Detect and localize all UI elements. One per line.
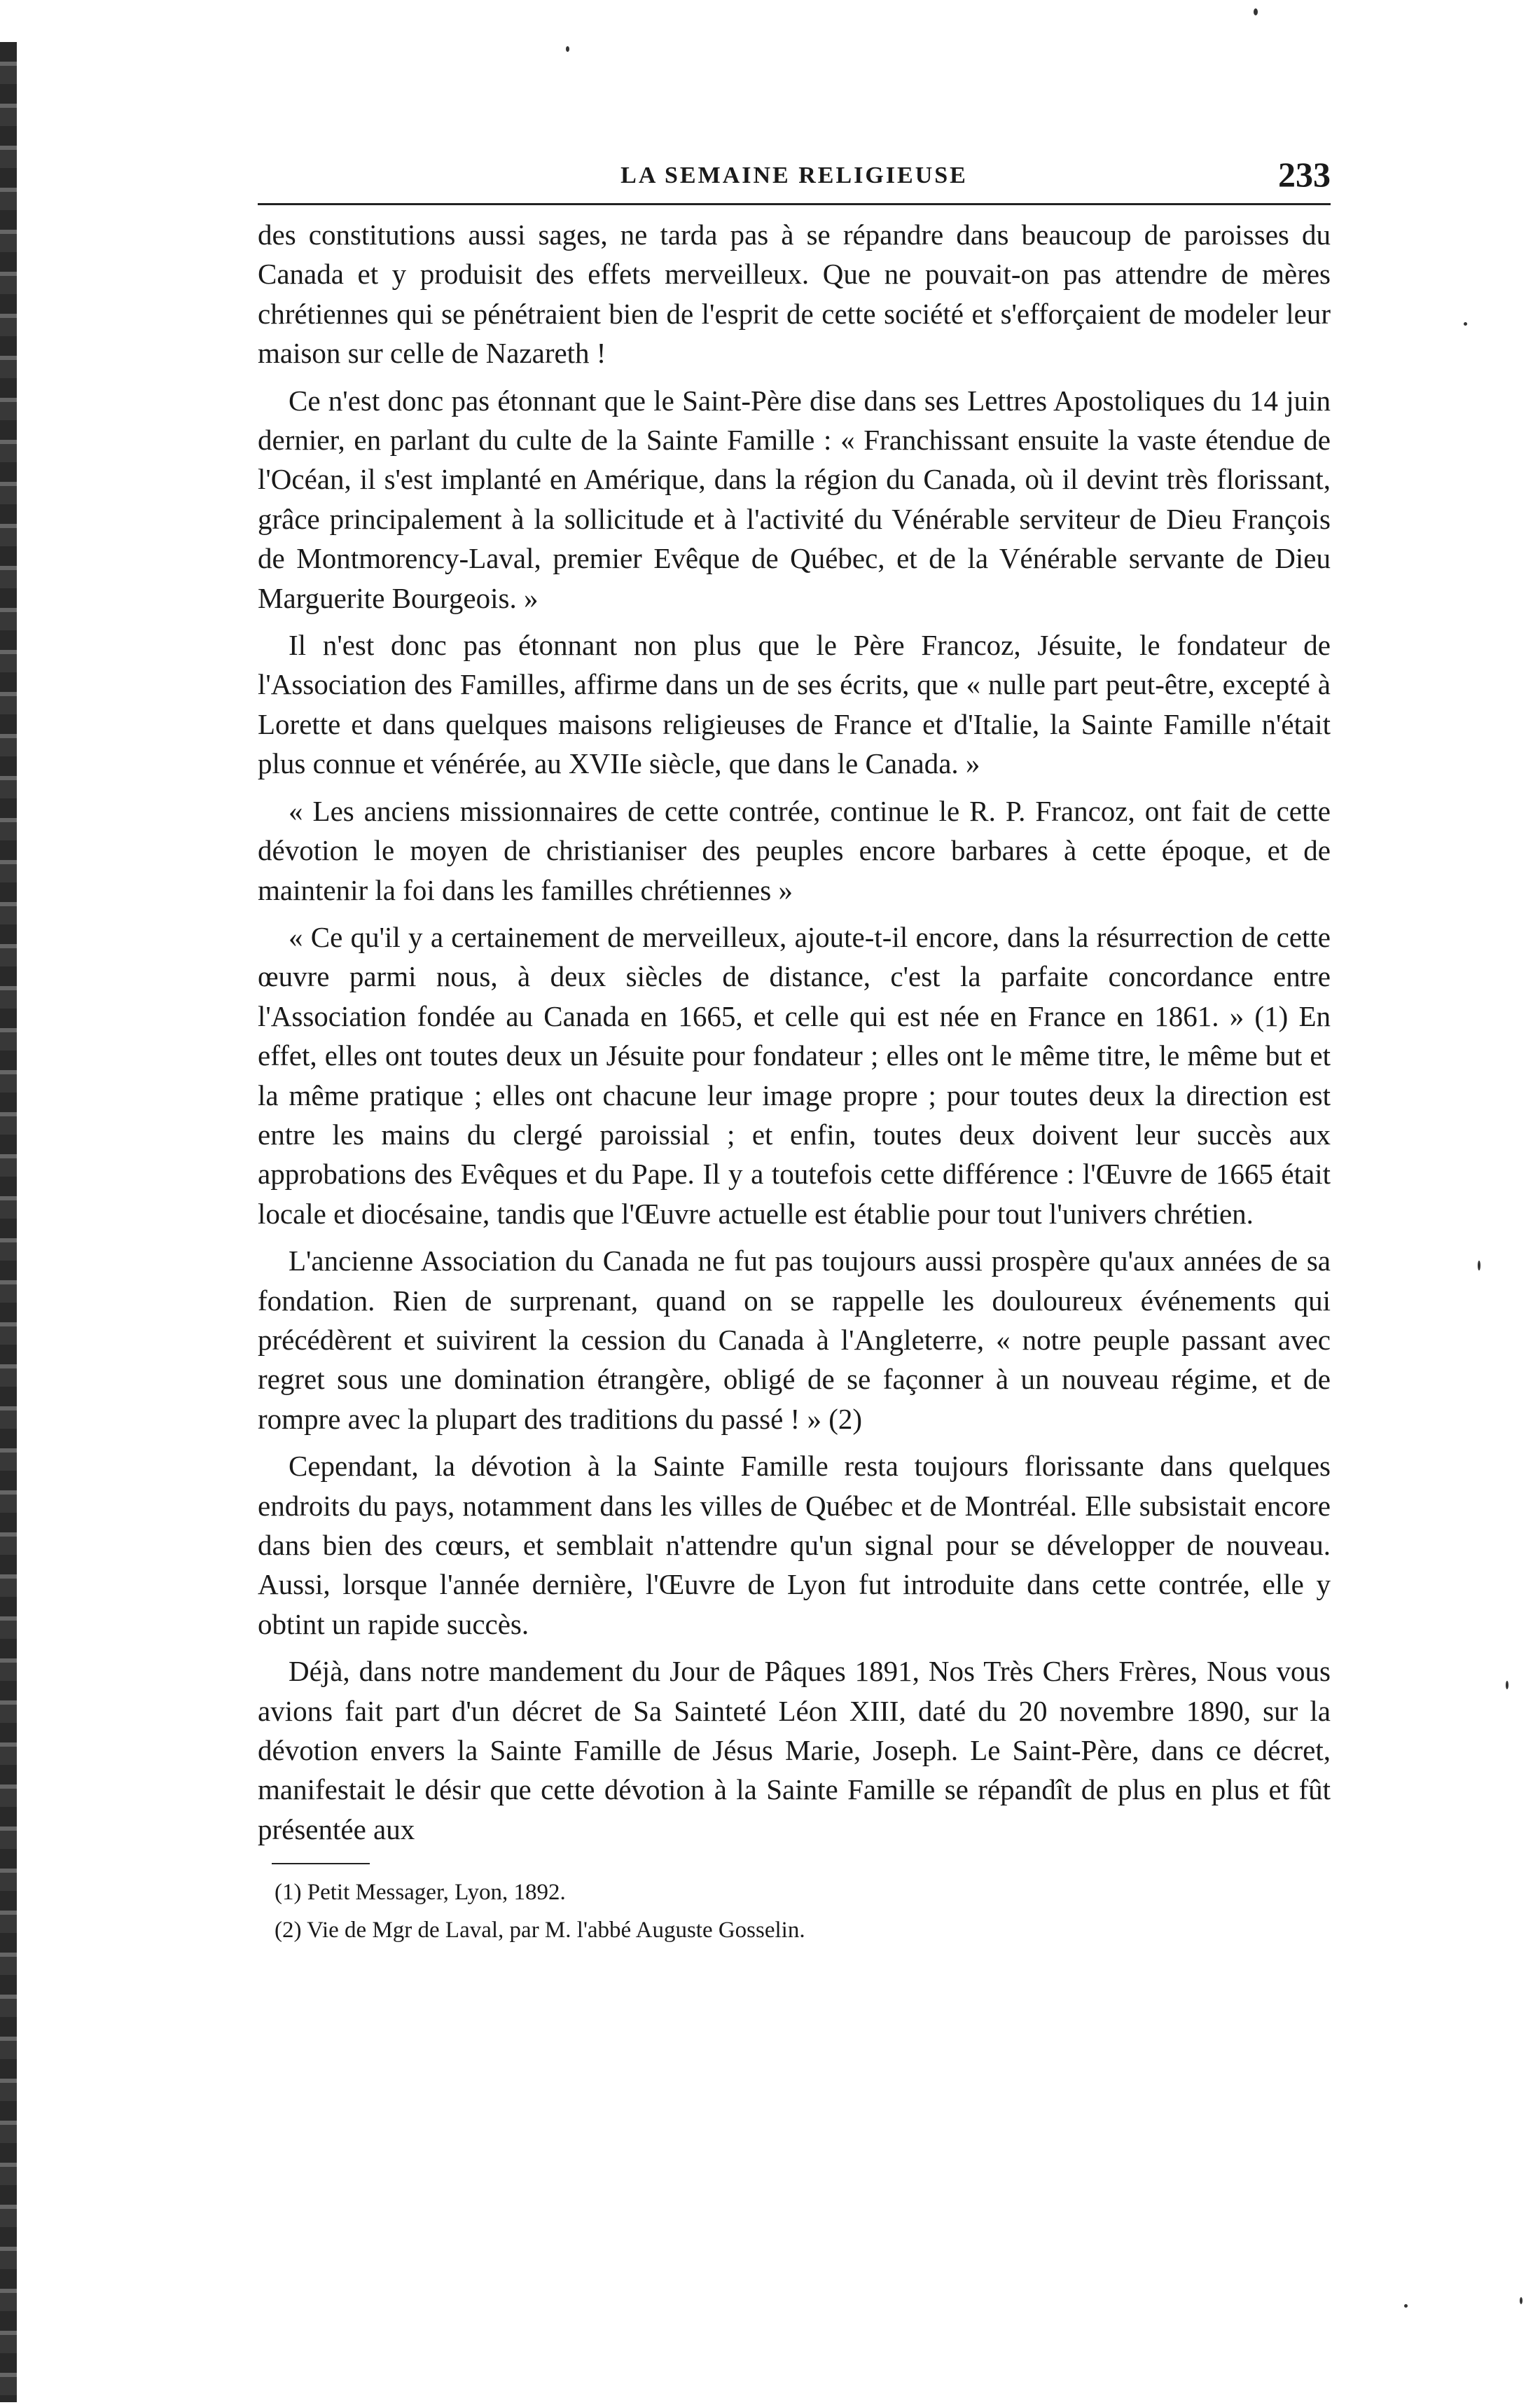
paragraph: Ce n'est donc pas étonnant que le Saint-Père dise dans ses Lettres Apostoliques du 14 juin dernier, en parlant du culte de la Sainte Famille : « Franchissant ensuite la vaste étendue de l'Océan, il s'est implanté en Amérique, dans la région du Canada, où il devint très florissant, grâce principalement à la sollicitude et à l'activité du Vénérable serviteur de Dieu François de Montmorency-Laval, premier Evêque de Québec, et de la Vénérable servante de Dieu Marguerite Bourgeois. » xyxy=(258,384,1331,614)
paragraph: Déjà, dans notre mandement du Jour de Pâques 1891, Nos Très Chers Frères, Nous vous avions fait part d'un décret de Sa Sainteté Léon XIII, daté du 20 novembre 1890, sur la dévotion envers la Sainte Famille de Jésus Marie, Joseph. Le Saint-Père, dans ce décret, manifestait le désir que cette dévotion à la Sainte Famille se répandît de plus en plus et fût présentée aux xyxy=(258,1655,1331,1845)
footnote: (2) Vie de Mgr de Laval, par M. l'abbé Auguste Gosselin. xyxy=(275,1918,805,1943)
paragraph: « Les anciens missionnaires de cette contrée, continue le R. P. Francoz, ont fait de cette dévotion le moyen de christianiser des peuples encore barbares à cette époque, et de maintenir la foi dans les familles chrétiennes » xyxy=(258,794,1331,906)
footnote-rule xyxy=(272,1863,370,1864)
paragraph: Cependant, la dévotion à la Sainte Famille resta toujours florissante dans quelques endroits du pays, notamment dans les villes de Québec et de Montréal. Elle subsistait encore dans bien des cœurs, et semblait n'attendre qu'un signal pour se développer de nouveau. Aussi, lorsque l'année dernière, l'Œuvre de Lyon fut introduite dans cette contrée, elle y obtint un rapide succès. xyxy=(258,1450,1331,1640)
body-text xyxy=(258,215,1331,1849)
footnote: (1) Petit Messager, Lyon, 1892. xyxy=(275,1880,566,1906)
scan-binding-edge xyxy=(0,42,17,2402)
running-head xyxy=(258,154,1331,203)
paragraph: Il n'est donc pas étonnant non plus que le Père Francoz, Jésuite, le fondateur de l'Association des Familles, affirme dans un de ses écrits, que « nulle part peut-être, excepté à Lorette et dans quelques maisons religieuses de France et d'Italie, la Sainte Famille n'était plus connue et vénérée, au XVIIe siècle, que dans le Canada. » xyxy=(258,629,1331,780)
scan-speck xyxy=(1506,1681,1508,1689)
scan-speck xyxy=(1404,2304,1408,2308)
running-title: LA SEMAINE RELIGIEUSE xyxy=(620,162,968,188)
footnotes xyxy=(258,1874,1331,1948)
page xyxy=(258,154,1331,1950)
scan-speck xyxy=(1478,1261,1480,1270)
header-rule xyxy=(258,203,1331,205)
scan-speck xyxy=(1464,322,1467,326)
paragraph: « Ce qu'il y a certainement de merveilleux, ajoute-t-il encore, dans la résurrection de cette œuvre parmi nous, à deux siècles de distance, c'est la parfaite concordance entre l'Association fondée au Canada en 1665, et celle qui est née en France en 1861. » (1) En effet, elles ont toutes deux un Jésuite pour fondateur ; elles ont le même titre, le même but et la même pratique ; elles ont chacune leur image propre ; pour toutes deux la direction est entre les mains du clergé paroissial ; et enfin, toutes deux doivent leur succès aux approbations des Evêques et du Pape. Il y a toutefois cette différence : l'Œuvre de 1665 était locale et diocésaine, tandis que l'Œuvre actuelle est établie pour tout l'univers chrétien. xyxy=(258,920,1331,1230)
scan-speck xyxy=(1520,2297,1522,2304)
paragraph: L'ancienne Association du Canada ne fut pas toujours aussi prospère qu'aux années de sa fondation. Rien de surprenant, quand on se rappelle les douloureux événements qui précédèrent et suivirent la cession du Canada à l'Angleterre, « notre peuple passant avec regret sous une domination étrangère, obligé de se façonner à un nouveau régime, et de rompre avec la plupart des traditions du passé ! » (2) xyxy=(258,1245,1331,1435)
paragraph: des constitutions aussi sages, ne tarda pas à se répandre dans beaucoup de paroisses du Canada et y produisit des effets merveilleux. Que ne pouvait-on pas attendre de mères chrétiennes qui se pénétraient bien de l'esprit de cette société et s'efforçaient de modeler leur maison sur celle de Nazareth ! xyxy=(258,219,1331,370)
scan-speck xyxy=(1254,8,1258,15)
scan-speck xyxy=(566,46,569,52)
page-number: 233 xyxy=(1278,155,1331,194)
